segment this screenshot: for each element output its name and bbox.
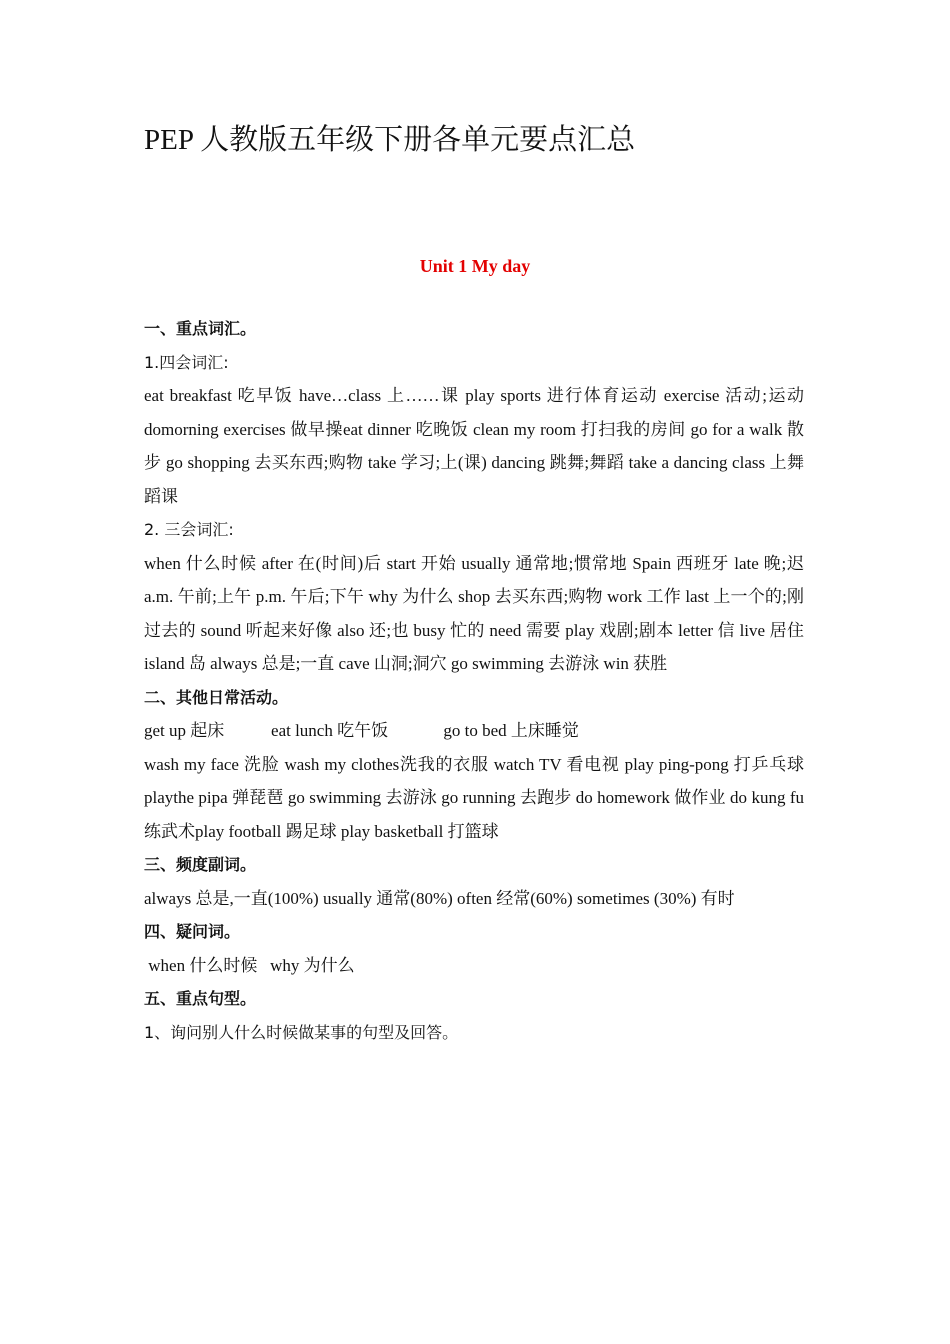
daily-activities-text: wash my face 洗脸 wash my clothes洗我的衣服 watch TV 看电视 play ping-pong 打乒乓球 playthe pipa 弹琵琶 go swimming 去游泳 go running 去跑步 do homework 做作业 do kung fu 练武术play football 踢足球 play basketball 打篮球	[144, 754, 804, 841]
frequency-adverbs-text: always 总是,一直(100%) usually 通常(80%) often 经常(60%) sometimes (30%) 有时	[144, 888, 735, 908]
section-heading-daily-activities: 二、其他日常活动。	[144, 687, 289, 707]
document-title: PEP 人教版五年级下册各单元要点汇总	[144, 124, 636, 156]
three-skill-words-text: when 什么时候 after 在(时间)后 start 开始 usually 通常地;惯常地 Spain 西班牙 late 晚;迟 a.m. 午前;上午 p.m. 午后;下午 why 为什么 shop 去买东西;购物 work 工作 last 上一个的;刚过去的 sound 听起来好像 also 还;也 busy 忙的 need 需要 play 戏剧;剧本 letter 信 live 居住 island 岛 always 总是;一直 cave 山洞;洞穴 go swimming 去游泳 win 获胜	[144, 553, 804, 673]
document-body	[144, 312, 804, 1049]
four-skill-words-text: eat breakfast 吃早饭 have…class 上……课 play sports 进行体育运动 exercise 活动;运动 domorning exercises 做早操eat dinner 吃晚饭 clean my room 打扫我的房间 go for a walk 散步 go shopping 去买东西;购物 take 学习;上(课) dancing 跳舞;舞蹈 take a dancing class 上舞蹈课	[144, 386, 804, 506]
daily-activities-line: get up 起床 eat lunch 吃午饭 go to bed 上床睡觉	[144, 721, 579, 740]
subheading-four-skill-words: 1.四会词汇:	[144, 352, 229, 372]
section-heading-question-words: 四、疑问词。	[144, 922, 241, 941]
question-words-text: when 什么时候 why 为什么	[144, 955, 355, 975]
subheading-three-skill-words: 2. 三会词汇:	[144, 520, 234, 539]
section-heading-key-sentences: 五、重点句型。	[144, 989, 257, 1008]
key-sentence-item-1: 1、询问别人什么时候做某事的句型及回答。	[144, 1022, 459, 1042]
unit-title: Unit 1 My day	[419, 256, 531, 276]
section-heading-vocabulary: 一、重点词汇。	[144, 319, 257, 338]
section-heading-frequency-adverbs: 三、频度副词。	[144, 855, 257, 874]
